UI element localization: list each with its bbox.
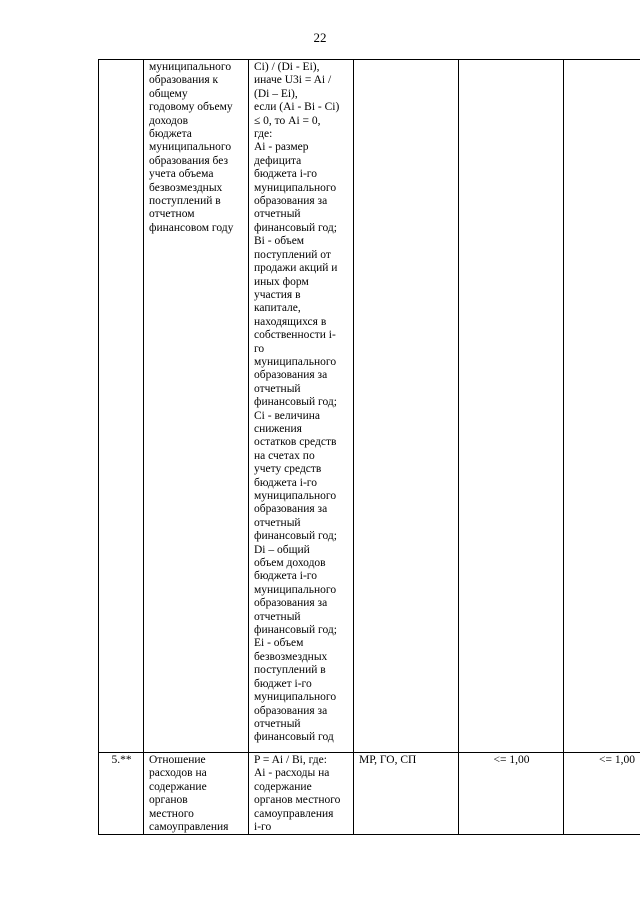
- cell-municipality-type: МР, ГО, СП: [354, 753, 459, 835]
- indicators-table: [98, 59, 640, 835]
- cell-municipality-type: [354, 60, 459, 753]
- cell-number: [99, 60, 144, 753]
- cell-indicator-name: Отношение расходов на содержание органов местного самоуправления: [144, 753, 249, 835]
- cell-value-1: [459, 60, 564, 753]
- cell-number: 5.**: [99, 753, 144, 835]
- table-row: [99, 60, 640, 753]
- cell-value-2: [564, 60, 640, 753]
- cell-indicator-name: муниципального образования к общему годовому объему доходов бюджета муниципального образования без учета объема безвозмездных поступлений в отчетном финансовом году: [144, 60, 249, 753]
- cell-value-1: <= 1,00: [459, 753, 564, 835]
- page-number: 22: [313, 30, 327, 45]
- table-row: [99, 753, 640, 835]
- cell-value-2: <= 1,00: [564, 753, 640, 835]
- cell-formula: P = Ai / Bi, где: Ai - расходы на содержание органов местного самоуправления i-го: [249, 753, 354, 835]
- cell-formula: Ci) / (Di - Ei), иначе U3i = Ai / (Di – Ei), если (Ai - Bi - Ci) ≤ 0, то Ai = 0, где: Ai - размер дефицита бюджета i-го муниципального образования за отчетный финансовый год; Bi - объем поступлений от продажи акций и иных форм участия в капитале, находящихся в собственности i- го муниципального образования за отчетный финансовый год; Ci - величина снижения остатков средств на счетах по учету средств бюджета i-го муниципального образования за отчетный финансовый год; Di – общий объем доходов бюджета i-го муниципального образования за отчетный финансовый год; Ei - объем безвозмездных поступлений в бюджет i-го муниципального образования за отчетный финансовый год: [249, 60, 354, 753]
